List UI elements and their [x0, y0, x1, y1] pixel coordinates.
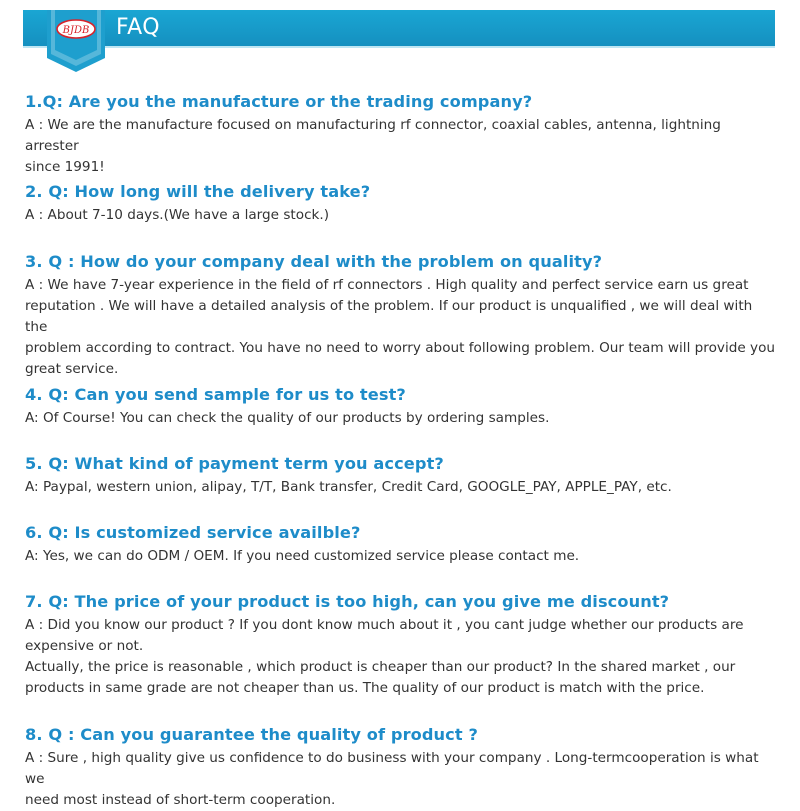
faq-question: 1.Q: Are you the manufacture or the trading company? [25, 92, 533, 111]
faq-answer: A : We have 7-year experience in the field of rf connectors . High quality and perfect service earn us great reputation . We will have a detailed analysis of the problem. If our product is unqualified , we will deal with the problem according to contract. You have no need to worry about following problem. Our team will provide you great service. [25, 277, 776, 377]
logo-text: BJDB [62, 25, 90, 36]
faq-question: 7. Q: The price of your product is too high, can you give me discount? [25, 592, 670, 611]
faq-answer: A: Of Course! You can check the quality of our products by ordering samples. [25, 410, 550, 426]
faq-question: 8. Q : Can you guarantee the quality of product ? [25, 725, 478, 744]
faq-question: 5. Q: What kind of payment term you accept? [25, 454, 444, 473]
faq-question: 3. Q : How do your company deal with the problem on quality? [25, 252, 603, 271]
faq-question: 2. Q: How long will the delivery take? [25, 182, 371, 201]
faq-item-4 [25, 385, 549, 429]
faq-question: 6. Q: Is customized service availble? [25, 523, 361, 542]
faq-item-6 [25, 523, 579, 567]
faq-answer: A : We are the manufacture focused on manufacturing rf connector, coaxial cables, antenna, lightning arrester since 1991! [25, 117, 721, 175]
company-logo-badge [47, 10, 105, 72]
faq-item-2 [25, 182, 370, 226]
faq-item-5 [25, 454, 672, 498]
faq-item-8 [25, 725, 777, 811]
faq-answer: A: Yes, we can do ODM / OEM. If you need customized service please contact me. [25, 548, 580, 564]
faq-answer: A : About 7-10 days.(We have a large stock.) [25, 207, 330, 223]
faq-item-3 [25, 252, 777, 380]
faq-answer: A : Sure , high quality give us confidence to do business with your company . Long-termcooperation is what we need most instead of short-term cooperation. [25, 750, 759, 808]
faq-question: 4. Q: Can you send sample for us to test? [25, 385, 406, 404]
header-underline [23, 46, 775, 48]
faq-title: FAQ [116, 15, 161, 40]
faq-item-7 [25, 592, 744, 699]
faq-answer: A : Did you know our product ? If you dont know much about it , you cant judge whether our products are expensive or not. Actually, the price is reasonable , which product is cheaper than our product? In the shared market , our products in same grade are not cheaper than us. The quality of our product is match with the price. [25, 617, 744, 696]
faq-answer: A: Paypal, western union, alipay, T/T, Bank transfer, Credit Card, GOOGLE_PAY, APPLE_PAY, etc. [25, 479, 672, 495]
faq-item-1 [25, 92, 777, 178]
